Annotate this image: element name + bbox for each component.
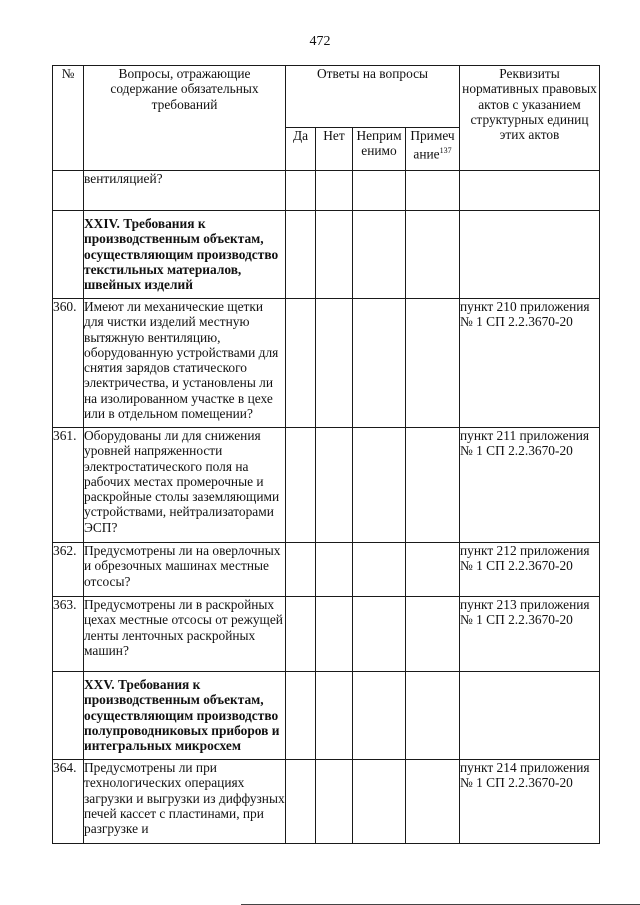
answer-na-cell[interactable]	[353, 171, 406, 211]
header-no: Нет	[316, 128, 353, 171]
answer-note-cell[interactable]	[406, 760, 460, 844]
section-row	[53, 211, 600, 299]
row-reference: пункт 214 приложения № 1 СП 2.2.3670-20	[460, 760, 600, 844]
row-question: Предусмотрены ли на оверлочных и обрезочных машинах местные отсосы?	[84, 543, 286, 597]
header-requisites: Реквизиты нормативных правовых актов с указанием структурных единиц этих актов	[460, 66, 600, 171]
answer-note-cell	[406, 672, 460, 760]
row-number: 362.	[53, 543, 84, 597]
row-number: 363.	[53, 597, 84, 672]
header-note-part1: Примеч	[410, 128, 455, 143]
row-number	[53, 211, 84, 299]
answer-yes-cell[interactable]	[286, 543, 316, 597]
answer-yes-cell[interactable]	[286, 299, 316, 428]
header-yes: Да	[286, 128, 316, 171]
table-row	[53, 299, 600, 428]
row-question: Предусмотрены ли при технологических операциях загрузки и выгрузки из диффузных печей кассет с пластинами, при разгрузке и	[84, 760, 286, 844]
table-row	[53, 171, 600, 211]
header-question: Вопросы, отражающие содержание обязательных требований	[84, 66, 286, 171]
answer-no-cell[interactable]	[316, 299, 353, 428]
answer-yes-cell[interactable]	[286, 428, 316, 543]
answer-no-cell	[316, 672, 353, 760]
section-title: XXV. Требования к производственным объектам, осуществляющим производство полупроводниковых приборов и интегральных микросхем	[84, 672, 286, 760]
row-reference	[460, 211, 600, 299]
row-number: 361.	[53, 428, 84, 543]
row-reference	[460, 171, 600, 211]
requirements-table	[52, 65, 600, 844]
answer-na-cell[interactable]	[353, 428, 406, 543]
answer-no-cell[interactable]	[316, 171, 353, 211]
header-not-applicable-part1: Неприм	[356, 128, 402, 143]
header-answers: Ответы на вопросы	[286, 66, 460, 128]
header-note-footnote: 137	[439, 146, 452, 155]
table-row	[53, 597, 600, 672]
answer-yes-cell[interactable]	[286, 171, 316, 211]
answer-note-cell[interactable]	[406, 428, 460, 543]
row-number	[53, 672, 84, 760]
answer-note-cell[interactable]	[406, 299, 460, 428]
answer-note-cell	[406, 211, 460, 299]
answer-na-cell	[353, 672, 406, 760]
row-question: вентиляцией?	[84, 171, 286, 211]
answer-yes-cell[interactable]	[286, 597, 316, 672]
answer-note-cell[interactable]	[406, 171, 460, 211]
header-note	[406, 128, 460, 171]
answer-na-cell[interactable]	[353, 543, 406, 597]
answer-no-cell[interactable]	[316, 597, 353, 672]
row-reference: пункт 210 приложения № 1 СП 2.2.3670-20	[460, 299, 600, 428]
answer-yes-cell	[286, 672, 316, 760]
section-row	[53, 672, 600, 760]
row-reference	[460, 672, 600, 760]
page-number: 472	[309, 34, 331, 49]
answer-note-cell[interactable]	[406, 543, 460, 597]
row-number: 360.	[53, 299, 84, 428]
row-reference: пункт 212 приложения № 1 СП 2.2.3670-20	[460, 543, 600, 597]
header-not-applicable-part2: енимо	[361, 143, 397, 158]
header-note-part2: ание	[413, 146, 440, 162]
answer-na-cell	[353, 211, 406, 299]
answer-yes-cell[interactable]	[286, 760, 316, 844]
answer-na-cell[interactable]	[353, 597, 406, 672]
row-question: Предусмотрены ли в раскройных цехах местные отсосы от режущей ленты ленточных раскройных машин?	[84, 597, 286, 672]
header-not-applicable	[353, 128, 406, 171]
answer-no-cell[interactable]	[316, 760, 353, 844]
row-question: Имеют ли механические щетки для чистки изделий местную вытяжную вентиляцию, оборудованную устройствами для снятия зарядов статического электричества, и установлены ли на изолированном участке в цехе или в отдельном помещении?	[84, 299, 286, 428]
table-row	[53, 543, 600, 597]
answer-no-cell	[316, 211, 353, 299]
table-row	[53, 428, 600, 543]
answer-note-cell[interactable]	[406, 597, 460, 672]
answer-na-cell[interactable]	[353, 299, 406, 428]
answer-na-cell[interactable]	[353, 760, 406, 844]
row-number: 364.	[53, 760, 84, 844]
row-reference: пункт 211 приложения № 1 СП 2.2.3670-20	[460, 428, 600, 543]
row-number	[53, 171, 84, 211]
section-title: XXIV. Требования к производственным объектам, осуществляющим производство текстильных материалов, швейных изделий	[84, 211, 286, 299]
row-question: Оборудованы ли для снижения уровней напряженности электростатического поля на рабочих местах промерочные и раскройные столы заземляющими устройствами, нейтрализаторами ЭСП?	[84, 428, 286, 543]
row-reference: пункт 213 приложения № 1 СП 2.2.3670-20	[460, 597, 600, 672]
table-row	[53, 760, 600, 844]
header-number: №	[53, 66, 84, 171]
answer-no-cell[interactable]	[316, 543, 353, 597]
answer-yes-cell	[286, 211, 316, 299]
answer-no-cell[interactable]	[316, 428, 353, 543]
